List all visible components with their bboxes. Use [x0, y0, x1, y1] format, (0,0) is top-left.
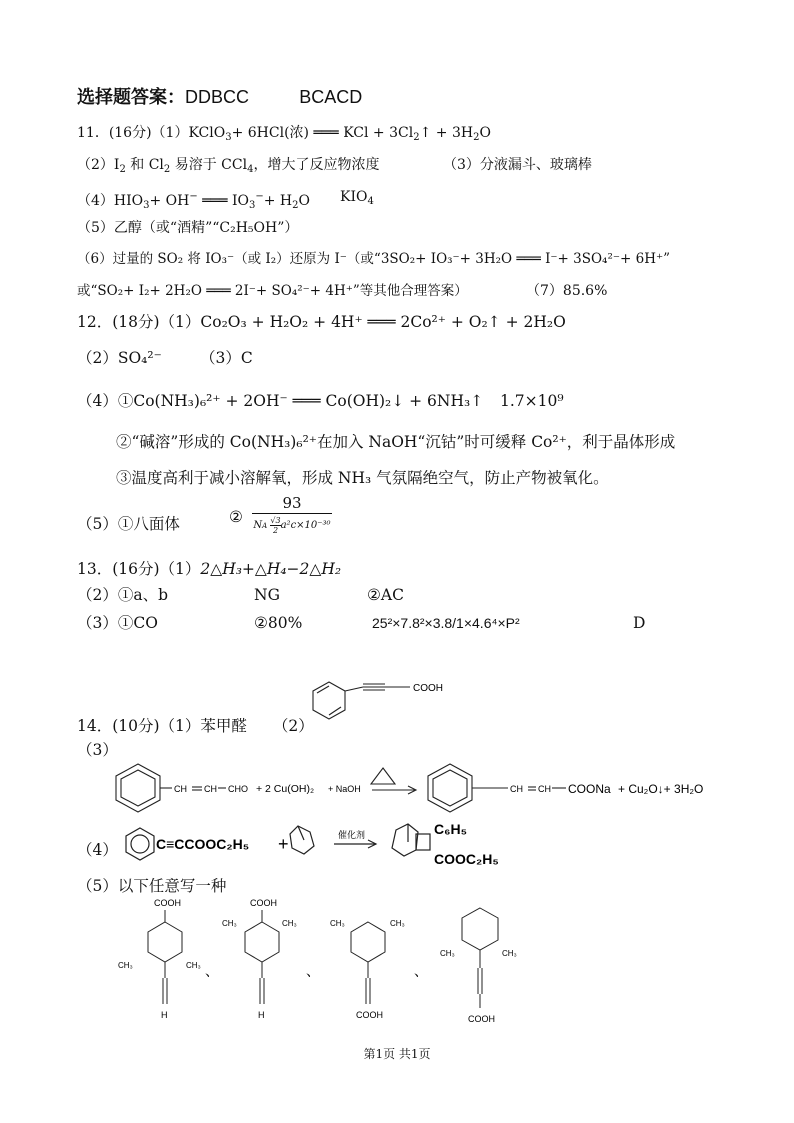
q12-part5-2: ②: [229, 508, 243, 526]
isomer3-cooh: COOH: [356, 1010, 383, 1020]
q14-reaction-4: [118, 812, 538, 876]
isomer2-ch3: CH₃: [222, 919, 237, 928]
answer-group-2: BCACD: [299, 87, 363, 107]
q14-text: 14．(10分)（1）苯甲醛: [77, 717, 247, 735]
q11-text: KIO: [340, 189, 368, 205]
isomer4-ch3: CH₃: [502, 949, 517, 958]
q13-part3-kp: 25²×7.8²×3.8/1×4.6⁴×P²: [372, 615, 520, 631]
q12-line-1: 12．(18分)（1）Co₂O₃ + H₂O₂ + 4H⁺ ═══ 2Co²⁺ + O₂↑ + 2H₂O: [77, 313, 566, 331]
ch-label: CH: [174, 784, 187, 794]
fraction-denominator: [252, 516, 332, 535]
fraction-numerator: 93: [282, 494, 302, 512]
q11-kio4: $KIO_4$: [340, 189, 374, 207]
ester-label: COOC₂H₅: [434, 851, 499, 867]
isomer1-ch3: CH₃: [186, 961, 201, 970]
q11-text: ═══ IO: [202, 193, 249, 209]
alkyne-ester-label: C≡CCOOC₂H₅: [156, 836, 250, 852]
q11-text: ↑ + 3H: [419, 125, 474, 141]
q11-line-6: 或“SO₂+ I₂+ 2H₂O ═══ 2I⁻+ SO₄²⁻+ 4H⁺”等其他合理答案）: [77, 283, 468, 299]
q14-line-1: [77, 717, 314, 735]
ch-label: CH: [510, 784, 523, 794]
q14-part4-label: （4）: [77, 841, 118, 859]
q11-text: 11．(16分)（1）KClO: [77, 125, 226, 141]
separator: 、: [414, 963, 428, 979]
q14-structure-2: [305, 678, 465, 734]
coona-label: COONa: [568, 782, 611, 796]
isomer3-ch3: CH₃: [390, 919, 405, 928]
fraction-bar: [252, 513, 332, 514]
isomer2-cooh: COOH: [250, 898, 277, 908]
plus-sign: +: [278, 834, 289, 854]
phenyl-label: C₆H₅: [434, 821, 467, 837]
q11-text: 和 Cl: [130, 157, 164, 173]
catalyst-label: 催化剂: [338, 830, 366, 840]
q13-text: 2△H₃+△H₄−2△H₂: [200, 560, 342, 578]
answer-group-1: DDBCC: [185, 87, 250, 107]
q13-part3-d: D: [633, 614, 646, 632]
q12-part4-eq: （4）①Co(NH₃)₆²⁺ + 2OH⁻ ═══ Co(OH)₂↓ + 6NH₃↑: [77, 392, 484, 410]
q13-text: 13．(16分)（1）: [77, 560, 201, 578]
den-part: 2: [272, 526, 279, 535]
q11-part3: （3）分液漏斗、玻璃棒: [443, 157, 592, 173]
q11-text: （4）HIO: [77, 193, 144, 209]
q13-part2-1: （2）①a、b: [77, 586, 169, 604]
q11-text: 易溶于 CCl: [174, 157, 248, 173]
isomer4-ch3: CH₃: [440, 949, 455, 958]
q12-part4-3: ③温度高利于减小溶解氧，形成 NH₃ 气氛隔绝空气，防止产物被氧化。: [116, 469, 609, 487]
cooh-label: COOH: [413, 683, 443, 694]
q11-line-1: 11．(16分)（1）KClO$_3$+ 6HCl(浓) ═══ KCl + $3Cl_2↑ + 3H_2O$: [77, 125, 491, 143]
q11-text: + OH: [149, 193, 190, 209]
cho-label: CHO: [228, 784, 248, 794]
q12-part4-k: 1.7×10⁹: [500, 392, 564, 410]
products-label: + Cu₂O↓+ 3H₂O: [618, 782, 704, 796]
q11-text: O: [298, 193, 310, 209]
answer-key-label: 选择题答案：: [77, 87, 185, 108]
den-part: √3: [270, 516, 281, 525]
q14-isomers-5: [110, 896, 550, 1036]
isomer1-ch3: CH₃: [118, 961, 133, 970]
sqrt-frac: [270, 516, 280, 535]
q11-text: + 6HCl(浓) ═══ KCl + 3Cl: [231, 125, 414, 141]
q13-part3-1: （3）①CO: [77, 614, 158, 632]
q14-reaction-3: [100, 760, 740, 818]
q11-line-3: $(4)HIO_3+ OH^-$ ═══ $IO_3^-+ H_2O$: [77, 191, 310, 211]
cuoh2-label: + 2 Cu(OH)₂: [256, 783, 315, 795]
q12-part4-2: ②“碱溶”形成的 Co(NH₃)₆²⁺在加入 NaOH“沉钴”时可缓释 Co²⁺，利于晶体形成: [116, 433, 676, 451]
isomer1-h: H: [161, 1010, 168, 1020]
separator: 、: [306, 963, 320, 979]
q13-part3-2: ②80%: [254, 614, 303, 632]
q11-text: （2）I: [77, 157, 120, 173]
q11-text: ，增大了反应物浓度: [253, 157, 380, 173]
ch-label: CH: [538, 784, 551, 794]
q14-part3-label: （3）: [77, 741, 118, 759]
q12-part5-1: （5）①八面体: [77, 515, 180, 533]
q13-part2-2: ②AC: [367, 586, 404, 604]
q11-line-4: （5）乙醇（或“酒精”“C₂H₅OH”）: [77, 220, 299, 236]
isomer3-ch3: CH₃: [330, 919, 345, 928]
q11-line-5: （6）过量的 SO₂ 将 IO₃⁻（或 I₂）还原为 I⁻（或“3SO₂+ IO₃⁻+ 3H₂O ═══ I⁻+ 3SO₄²⁻+ 6H⁺”: [77, 251, 670, 267]
q12-part3: （3）C: [200, 349, 253, 367]
den-part: N: [253, 520, 263, 531]
q14-text: （2）: [272, 717, 314, 735]
separator: 、: [205, 963, 219, 979]
q13-part2-ng: NG: [254, 586, 280, 604]
naoh-label: + NaOH: [328, 784, 361, 794]
q11-text: + H: [263, 193, 293, 209]
den-part: A: [262, 522, 268, 530]
q11-part7: （7）85.6%: [526, 283, 608, 299]
q12-part2: （2）SO₄²⁻: [77, 349, 162, 367]
isomer1-cooh: COOH: [154, 898, 181, 908]
ch-label: CH: [204, 784, 217, 794]
isomer2-h: H: [258, 1010, 265, 1020]
q11-line-2: $(2)I_2$ 和 $Cl_2$ 易溶于 CCl$_4$，增大了反应物浓度: [77, 157, 380, 175]
isomer2-ch3: CH₃: [282, 919, 297, 928]
isomer4-cooh: COOH: [468, 1014, 495, 1024]
q13-line-1: [77, 560, 341, 578]
page-footer: 第1页 共1页: [363, 1047, 431, 1061]
density-fraction: [252, 494, 332, 535]
q11-text: O: [479, 125, 491, 141]
den-part: a²c×10⁻³⁰: [280, 520, 331, 531]
q14-part5-label: （5）以下任意写一种: [77, 877, 227, 895]
answer-key-header: [77, 88, 362, 107]
